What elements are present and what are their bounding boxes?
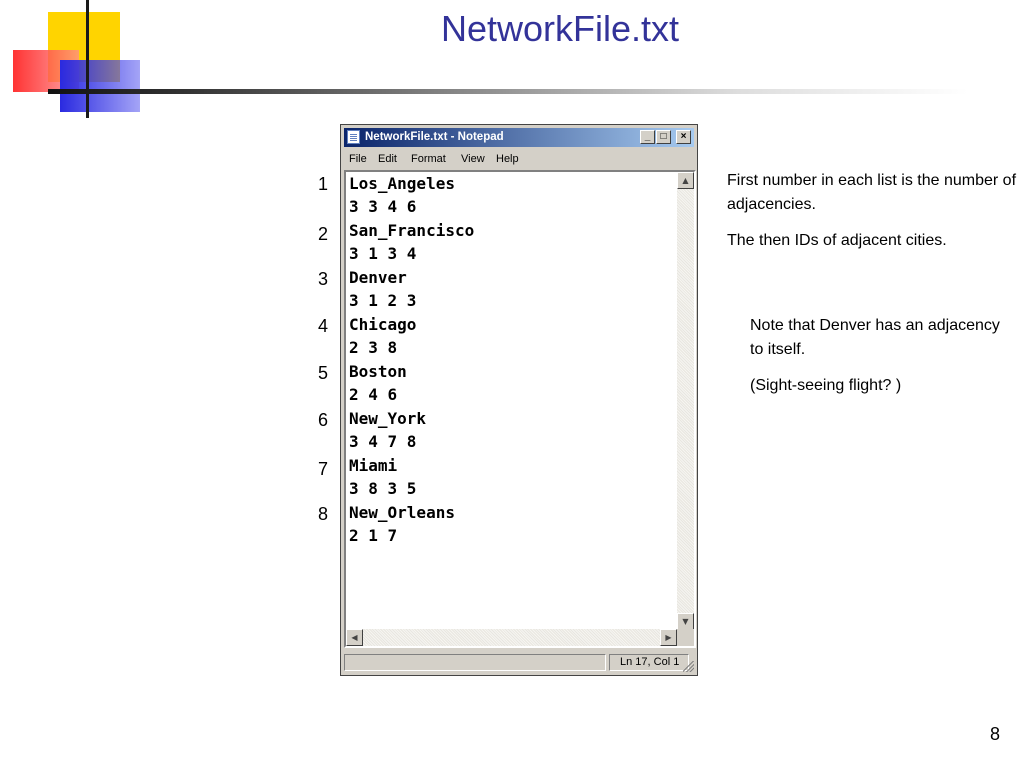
line-number: 6	[317, 410, 328, 430]
note-text: The then IDs of adjacent cities.	[727, 232, 947, 249]
line-number: 1	[317, 174, 328, 194]
text-line: 2 4 6	[349, 385, 398, 404]
vertical-scrollbar[interactable]	[677, 172, 694, 630]
text-line: 3 4 7 8	[349, 432, 417, 451]
menu-bar	[344, 150, 694, 168]
scrollbar-corner	[677, 629, 694, 646]
horizontal-scrollbar[interactable]	[346, 629, 677, 646]
notepad-icon	[347, 130, 360, 144]
slide-title: NetworkFile.txt	[440, 8, 680, 49]
window-title: NetworkFile.txt - Notepad	[365, 131, 504, 143]
maximize-button[interactable]: □	[656, 130, 671, 144]
decor-blue-square	[60, 60, 140, 112]
line-number: 5	[317, 363, 328, 383]
resize-grip-icon[interactable]	[683, 661, 694, 672]
menu-edit[interactable]: Edit	[378, 153, 397, 165]
line-number: 4	[317, 316, 328, 336]
scroll-left-arrow-icon[interactable]: ◀	[346, 629, 363, 646]
menu-file[interactable]: File	[349, 153, 367, 165]
text-line: Los_Angeles	[349, 174, 455, 193]
close-button[interactable]: ×	[676, 130, 691, 144]
line-number: 7	[317, 459, 328, 479]
text-line: 3 1 3 4	[349, 244, 417, 263]
text-line: Boston	[349, 362, 407, 381]
text-line: 3 3 4 6	[349, 197, 417, 216]
menu-view[interactable]: View	[461, 153, 485, 165]
notes-adjacency	[727, 169, 1017, 265]
minimize-button[interactable]: _	[640, 130, 655, 144]
line-number: 3	[317, 269, 328, 289]
status-bar	[344, 652, 694, 672]
text-line: 2 1 7	[349, 526, 398, 545]
scroll-right-arrow-icon[interactable]: ▶	[660, 629, 677, 646]
cursor-position: Ln 17, Col 1	[609, 654, 689, 671]
text-line: Miami	[349, 456, 398, 475]
text-line: Chicago	[349, 315, 417, 334]
text-editor[interactable]	[344, 170, 696, 648]
text-line: New_Orleans	[349, 503, 455, 522]
decor-horizontal-line	[48, 89, 968, 94]
text-line: Denver	[349, 268, 407, 287]
line-number: 8	[317, 504, 328, 524]
decor-vertical-line	[86, 0, 89, 118]
window-titlebar[interactable]	[344, 128, 694, 147]
status-pane	[344, 654, 606, 671]
note-text: First number in each list is the number of adjacencies.	[727, 172, 1017, 213]
note-text: Note that Denver has an adjacency to itself.	[750, 317, 1000, 358]
line-number: 2	[317, 224, 328, 244]
text-area[interactable]	[346, 172, 677, 630]
notepad-window	[340, 124, 698, 676]
text-line: 3 1 2 3	[349, 291, 417, 310]
scroll-down-arrow-icon[interactable]: ▼	[677, 613, 694, 630]
page-number: 8	[989, 724, 1000, 744]
scroll-up-arrow-icon[interactable]: ▲	[677, 172, 694, 189]
menu-help[interactable]: Help	[496, 153, 519, 165]
note-text: (Sight-seeing flight? )	[750, 377, 902, 394]
menu-format[interactable]: Format	[411, 153, 446, 165]
text-line: San_Francisco	[349, 221, 475, 240]
text-line: 2 3 8	[349, 338, 398, 357]
text-line: New_York	[349, 409, 427, 428]
notes-denver	[750, 314, 1000, 410]
text-line: 3 8 3 5	[349, 479, 417, 498]
